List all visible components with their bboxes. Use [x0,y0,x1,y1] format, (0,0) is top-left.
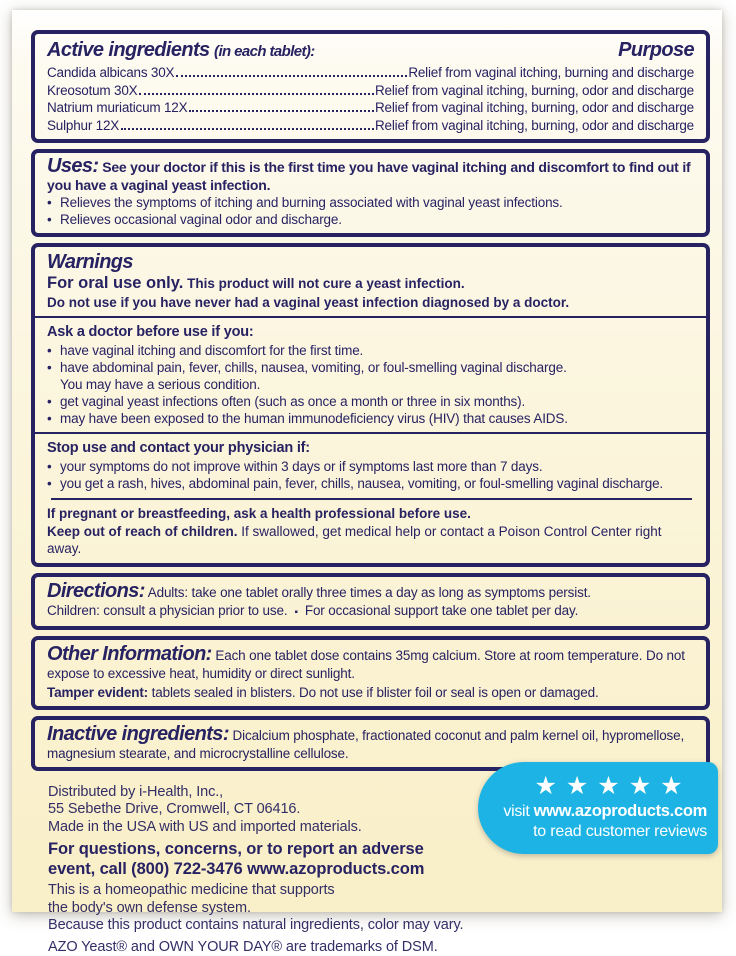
footer [12,777,480,956]
ingredient-row [47,117,694,135]
ingredient-purpose: Relief from vaginal itching, burning and discharge [408,64,694,82]
star-icon: ★ [566,772,597,800]
badge-visit-prefix: visit [503,803,533,820]
bullet-icon: • [47,475,60,492]
uses-lead-text: See your doctor if this is the first time you have vaginal itching and discomfort to find out if you have a vaginal yeast infection. [47,159,691,193]
star-icon: ★ [629,772,660,800]
ask-bullet-text: get vaginal yeast infections often (such as once a month or three in six months). [60,393,694,410]
tamper-evident-text [47,684,694,701]
made-in-line: Made in the USA with US and imported materials. [48,819,468,837]
stop-use-bullet [47,475,694,492]
warnings-title: Warnings [47,251,694,273]
other-info-text [47,644,694,682]
uses-lead [47,157,694,194]
adverse-event-line [48,839,468,879]
section-uses [31,149,710,237]
ask-bullet-text: may have been exposed to the human immunodeficiency virus (HIV) that causes AIDS. [60,410,694,427]
do-not-use-text: Do not use if you have never had a vaginal yeast infection diagnosed by a doctor. [47,294,694,311]
homeopathic-line1: This is a homeopathic medicine that supports [48,882,468,900]
oral-use-text [47,273,694,294]
directions-children-text: Children: consult a physician prior to use. [47,603,287,618]
distributor-line: Distributed by i-Health, Inc., [48,784,468,802]
badge-visit-line [478,801,718,822]
inactive-text [47,724,694,762]
uses-bullet-text: Relieves the symptoms of itching and burning associated with vaginal yeast infections. [60,194,694,211]
dotted-leader [121,128,374,130]
bullet-icon: • [47,458,60,475]
other-info-text1: Each one tablet dose contains 35mg calcium. Store at room temperature. [215,648,642,663]
drug-facts-label [12,10,722,912]
active-title-text: Active ingredients [47,39,210,61]
trademark-line: AZO Yeast® and OWN YOUR DAY® are trademarks of DSM. [48,939,468,956]
purpose-header: Purpose [618,38,694,62]
uses-bullet [47,194,694,211]
ask-bullet-text: have abdominal pain, fever, chills, nausea, vomiting, or foul-smelling vaginal discharge. You may have a serious condition. [60,359,694,393]
inactive-title: Inactive ingredients: [47,723,229,745]
section-directions [31,573,710,630]
dotted-leader [189,110,374,112]
directions-text [47,581,694,621]
homeopathic-line2: the body's own defense system. [48,900,468,918]
children-warning-rest: If swallowed, get medical help or contact a Poison Control Center right away. [47,524,662,557]
oral-use-rest: This product will not cure a yeast infection. [187,276,465,291]
section-other-information [31,636,710,710]
uses-bullet-text: Relieves occasional vaginal odor and discharge. [60,211,694,228]
section-warnings [31,243,710,567]
stop-use-title: Stop use and contact your physician if: [47,439,694,458]
five-star-rating [478,771,718,801]
bullet-icon: • [47,211,60,228]
dotted-leader [176,75,407,77]
ask-doctor-bullet [47,410,694,427]
directions-occasional-text: For occasional support take one tablet per day. [305,603,578,618]
star-icon: ★ [660,772,691,800]
ingredient-name: Natrium muriaticum 12X [47,99,187,117]
stop-use-bullet [47,458,694,475]
ask-doctor-title: Ask a doctor before use if you: [47,323,694,342]
ingredient-name: Sulphur 12X [47,117,119,135]
natural-ingredients-line: Because this product contains natural ingredients, color may vary. [48,917,468,935]
reviews-badge [478,762,718,854]
ingredient-name: Kreosotum 30X [47,82,137,100]
badge-reviews-line: to read customer reviews [478,822,718,842]
ingredient-row [47,99,694,117]
inactive-list-text: Dicalcium phosphate, fractionated coconut and palm kernel oil, hypromellose, magnesium stearate, and microcrystalline cellulose. [47,728,684,761]
children-warning-bold: Keep out of reach of children. [47,524,238,539]
ask-doctor-bullet [47,359,694,393]
bullet-icon: • [47,410,60,427]
children-warning [47,523,694,558]
adverse-event-line2: event, call (800) 722-3476 www.azoproducts.com [48,859,468,879]
directions-title: Directions: [47,580,145,602]
ask-doctor-bullet [47,342,694,359]
star-icon: ★ [534,772,565,800]
badge-url: www.azoproducts.com [534,802,707,820]
ask-bullet-text: have vaginal itching and discomfort for the first time. [60,342,694,359]
ingredient-row [47,82,694,100]
section-divider [35,316,706,318]
other-info-title: Other Information: [47,643,212,665]
star-icon: ★ [597,772,628,800]
section-active-ingredients [31,30,710,143]
dotted-leader [139,93,374,95]
distributor-address-line: 55 Sebethe Drive, Cromwell, CT 06416. [48,801,468,819]
section-divider [35,432,706,434]
stop-bullet-text: you get a rash, hives, abdominal pain, fever, chills, nausea, vomiting, or foul-smelling vaginal discharge. [60,475,694,492]
ingredient-purpose: Relief from vaginal itching, burning, odor and discharge [375,82,694,100]
ask-bullet-continuation: You may have a serious condition. [60,376,694,393]
bullet-icon: • [47,194,60,211]
ingredient-purpose: Relief from vaginal itching, burning, odor and discharge [375,117,694,135]
section-divider [51,498,692,500]
tamper-evident-rest: tablets sealed in blisters. Do not use if blister foil or seal is open or damaged. [152,685,599,700]
stop-bullet-text: your symptoms do not improve within 3 days or if symptoms last more than 7 days. [60,458,694,475]
bullet-icon: • [47,359,60,393]
adverse-event-line1: For questions, concerns, or to report an adverse [48,839,468,859]
oral-use-bold: For oral use only. [47,274,183,292]
square-bullet-icon: ▪ [287,607,304,618]
active-ingredients-title [47,38,315,64]
other-info-text2: Do not expose to excessive heat, humidity or direct sunlight. [47,648,685,681]
tamper-evident-bold: Tamper evident: [47,685,148,700]
uses-bullet [47,211,694,228]
bullet-icon: • [47,342,60,359]
active-title-suffix: (in each tablet): [214,43,315,60]
directions-adults-text: Adults: take one tablet orally three times a day as long as symptoms persist. [148,585,591,600]
bullet-icon: • [47,393,60,410]
pregnant-warning-text: If pregnant or breastfeeding, ask a health professional before use. [47,506,471,521]
ingredient-purpose: Relief from vaginal itching, burning, odor and discharge [375,99,694,117]
pregnant-warning [47,505,694,523]
uses-title: Uses: [47,155,98,177]
ingredient-name: Candida albicans 30X [47,64,174,82]
ingredient-row [47,64,694,82]
ask-doctor-bullet [47,393,694,410]
